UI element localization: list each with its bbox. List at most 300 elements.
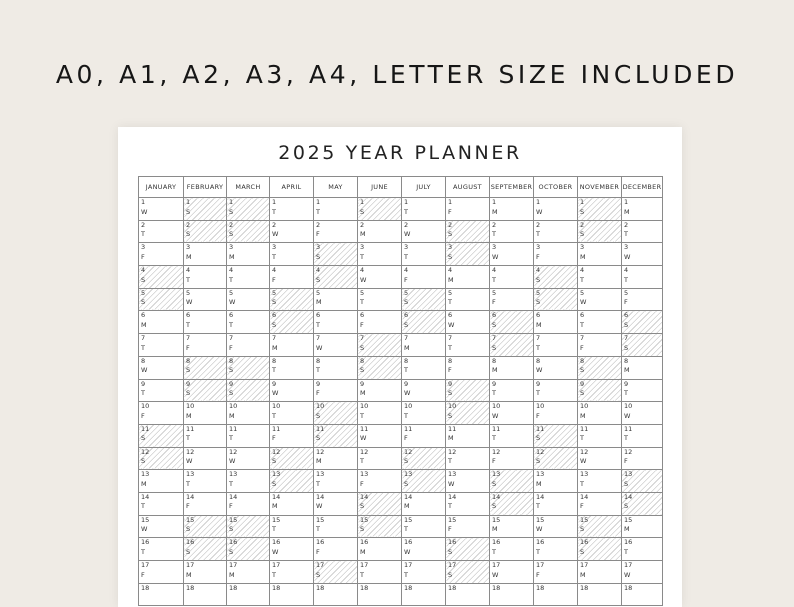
day-cell bbox=[622, 470, 663, 493]
day-cell bbox=[622, 515, 663, 538]
day-number: 8 bbox=[141, 356, 146, 365]
weekday-letter: W bbox=[316, 343, 323, 352]
weekday-letter: M bbox=[141, 320, 147, 329]
day-cell bbox=[358, 561, 402, 584]
day-number: 14 bbox=[360, 492, 369, 501]
day-number: 3 bbox=[272, 243, 277, 252]
day-row bbox=[139, 424, 663, 447]
day-number: 3 bbox=[624, 243, 629, 252]
day-number: 9 bbox=[272, 379, 277, 388]
day-row bbox=[139, 243, 663, 266]
day-number: 4 bbox=[229, 266, 234, 275]
weekday-letter: W bbox=[448, 479, 455, 488]
day-cell bbox=[358, 402, 402, 425]
day-number: 15 bbox=[272, 515, 281, 524]
weekday-letter: T bbox=[272, 570, 276, 579]
day-number: 5 bbox=[141, 288, 146, 297]
day-number: 7 bbox=[229, 334, 234, 343]
day-number: 10 bbox=[624, 402, 633, 411]
month-header: MARCH bbox=[227, 177, 270, 198]
weekday-letter: F bbox=[360, 320, 364, 329]
day-number: 16 bbox=[229, 538, 238, 547]
day-cell bbox=[578, 198, 622, 221]
day-number: 8 bbox=[448, 356, 453, 365]
day-cell bbox=[270, 447, 314, 470]
day-cell bbox=[534, 288, 578, 311]
day-cell bbox=[578, 492, 622, 515]
day-number: 3 bbox=[536, 243, 541, 252]
day-number: 5 bbox=[316, 288, 321, 297]
day-cell bbox=[534, 356, 578, 379]
weekday-letter: T bbox=[536, 502, 540, 511]
day-cell bbox=[446, 266, 490, 289]
day-cell bbox=[402, 492, 446, 515]
day-cell bbox=[314, 288, 358, 311]
day-number: 14 bbox=[229, 492, 238, 501]
weekday-letter: M bbox=[624, 525, 630, 534]
day-cell bbox=[139, 538, 184, 561]
weekday-letter: W bbox=[624, 570, 631, 579]
day-number: 6 bbox=[141, 311, 146, 320]
day-cell bbox=[446, 379, 490, 402]
month-header: AUGUST bbox=[446, 177, 490, 198]
weekday-letter: W bbox=[272, 547, 279, 556]
day-cell bbox=[402, 266, 446, 289]
weekday-letter: T bbox=[272, 252, 276, 261]
day-number: 18 bbox=[624, 583, 633, 592]
weekday-letter: S bbox=[580, 547, 585, 556]
day-cell bbox=[402, 356, 446, 379]
day-cell bbox=[227, 288, 270, 311]
weekday-letter: M bbox=[360, 389, 366, 397]
weekday-letter: S bbox=[316, 570, 321, 579]
day-cell bbox=[534, 311, 578, 334]
day-number: 14 bbox=[448, 492, 457, 501]
weekday-letter: S bbox=[448, 411, 453, 420]
weekday-letter: T bbox=[272, 207, 276, 216]
day-number: 8 bbox=[492, 356, 497, 365]
day-cell bbox=[270, 402, 314, 425]
day-cell bbox=[358, 515, 402, 538]
day-number: 9 bbox=[624, 379, 629, 388]
day-number: 13 bbox=[229, 470, 238, 479]
weekday-letter: T bbox=[141, 230, 145, 239]
day-cell bbox=[184, 198, 227, 221]
weekday-letter: M bbox=[448, 434, 454, 443]
day-number: 12 bbox=[536, 447, 545, 456]
weekday-letter: W bbox=[272, 389, 279, 397]
month-header: JANUARY bbox=[139, 177, 184, 198]
day-number: 18 bbox=[580, 583, 589, 592]
day-cell bbox=[534, 266, 578, 289]
day-number: 14 bbox=[272, 492, 281, 501]
weekday-letter: W bbox=[580, 298, 587, 307]
planner-grid bbox=[138, 176, 663, 606]
day-cell bbox=[490, 243, 534, 266]
month-header: SEPTEMBER bbox=[490, 177, 534, 198]
day-cell bbox=[314, 424, 358, 447]
weekday-letter: M bbox=[360, 547, 366, 556]
day-cell bbox=[446, 334, 490, 357]
day-number: 16 bbox=[580, 538, 589, 547]
day-number: 15 bbox=[360, 515, 369, 524]
weekday-letter: M bbox=[229, 411, 235, 420]
day-number: 8 bbox=[186, 356, 191, 365]
day-cell bbox=[402, 402, 446, 425]
day-number: 16 bbox=[492, 538, 501, 547]
day-number: 12 bbox=[141, 447, 150, 456]
weekday-letter: W bbox=[229, 298, 236, 307]
day-number: 1 bbox=[272, 198, 277, 206]
weekday-letter: T bbox=[316, 320, 320, 329]
day-cell bbox=[578, 515, 622, 538]
weekday-letter: F bbox=[186, 343, 190, 352]
weekday-letter: F bbox=[141, 570, 145, 579]
day-number: 15 bbox=[229, 515, 238, 524]
weekday-letter: W bbox=[360, 275, 367, 284]
day-cell bbox=[139, 424, 184, 447]
weekday-letter: S bbox=[272, 457, 277, 466]
day-number: 10 bbox=[580, 402, 589, 411]
day-number: 3 bbox=[141, 243, 146, 252]
weekday-letter: M bbox=[316, 298, 322, 307]
weekday-letter: W bbox=[404, 389, 411, 397]
day-number: 13 bbox=[492, 470, 501, 479]
day-cell bbox=[227, 334, 270, 357]
day-cell bbox=[139, 447, 184, 470]
weekday-letter: T bbox=[624, 275, 628, 284]
day-cell bbox=[227, 356, 270, 379]
day-number: 4 bbox=[272, 266, 277, 275]
day-cell bbox=[490, 288, 534, 311]
day-number: 14 bbox=[141, 492, 150, 501]
weekday-letter: T bbox=[580, 320, 584, 329]
day-cell bbox=[490, 424, 534, 447]
day-number: 12 bbox=[272, 447, 281, 456]
day-cell bbox=[446, 243, 490, 266]
day-number: 8 bbox=[536, 356, 541, 365]
weekday-letter: T bbox=[141, 389, 145, 397]
day-cell bbox=[139, 470, 184, 493]
weekday-letter: S bbox=[580, 389, 585, 397]
weekday-letter: W bbox=[536, 366, 543, 375]
day-number: 13 bbox=[580, 470, 589, 479]
weekday-letter: T bbox=[316, 479, 320, 488]
day-number: 2 bbox=[624, 220, 629, 229]
day-row bbox=[139, 198, 663, 221]
weekday-letter: S bbox=[141, 275, 146, 284]
day-cell bbox=[534, 243, 578, 266]
day-cell bbox=[270, 243, 314, 266]
weekday-letter: W bbox=[624, 252, 631, 261]
weekday-letter: F bbox=[492, 298, 496, 307]
weekday-letter: S bbox=[536, 457, 541, 466]
weekday-letter: S bbox=[141, 457, 146, 466]
day-number: 16 bbox=[272, 538, 281, 547]
weekday-letter: W bbox=[360, 434, 367, 443]
day-cell bbox=[578, 470, 622, 493]
weekday-letter: S bbox=[316, 275, 321, 284]
day-number: 5 bbox=[272, 288, 277, 297]
day-cell bbox=[270, 492, 314, 515]
day-cell bbox=[358, 311, 402, 334]
weekday-letter: T bbox=[624, 230, 628, 239]
day-number: 10 bbox=[316, 402, 325, 411]
day-number: 11 bbox=[404, 424, 413, 433]
day-number: 5 bbox=[229, 288, 234, 297]
day-number: 17 bbox=[404, 561, 413, 569]
day-number: 4 bbox=[536, 266, 541, 275]
day-cell bbox=[227, 379, 270, 402]
weekday-letter: M bbox=[580, 252, 586, 261]
weekday-letter: W bbox=[229, 457, 236, 466]
day-number: 7 bbox=[404, 334, 409, 343]
day-number: 2 bbox=[404, 220, 409, 229]
weekday-letter: S bbox=[186, 547, 191, 556]
weekday-letter: M bbox=[536, 479, 542, 488]
day-number: 17 bbox=[580, 561, 589, 569]
weekday-letter: M bbox=[186, 570, 192, 579]
day-row bbox=[139, 266, 663, 289]
day-number: 11 bbox=[316, 424, 325, 433]
weekday-letter: F bbox=[580, 343, 584, 352]
day-cell bbox=[314, 470, 358, 493]
weekday-letter: F bbox=[448, 207, 452, 216]
day-number: 6 bbox=[360, 311, 365, 320]
month-header: OCTOBER bbox=[534, 177, 578, 198]
day-number: 11 bbox=[448, 424, 457, 433]
day-cell bbox=[490, 379, 534, 402]
day-number: 16 bbox=[448, 538, 457, 547]
day-number: 3 bbox=[186, 243, 191, 252]
day-number: 4 bbox=[492, 266, 497, 275]
weekday-letter: T bbox=[316, 525, 320, 534]
day-number: 15 bbox=[448, 515, 457, 524]
day-number: 5 bbox=[448, 288, 453, 297]
day-cell bbox=[314, 561, 358, 584]
day-cell bbox=[314, 515, 358, 538]
day-number: 17 bbox=[141, 561, 150, 569]
day-number: 17 bbox=[492, 561, 501, 569]
day-number: 11 bbox=[229, 424, 238, 433]
day-cell bbox=[139, 356, 184, 379]
day-number: 2 bbox=[448, 220, 453, 229]
day-cell bbox=[358, 424, 402, 447]
day-cell bbox=[314, 266, 358, 289]
day-number: 1 bbox=[536, 198, 541, 206]
day-number: 8 bbox=[272, 356, 277, 365]
day-cell bbox=[534, 515, 578, 538]
weekday-letter: T bbox=[448, 457, 452, 466]
day-number: 9 bbox=[448, 379, 453, 388]
weekday-letter: T bbox=[536, 343, 540, 352]
weekday-letter: T bbox=[272, 525, 276, 534]
day-number: 2 bbox=[272, 220, 277, 229]
day-number: 8 bbox=[229, 356, 234, 365]
day-row bbox=[139, 447, 663, 470]
day-number: 1 bbox=[360, 198, 365, 206]
day-cell bbox=[446, 220, 490, 243]
day-number: 8 bbox=[404, 356, 409, 365]
weekday-letter: T bbox=[229, 275, 233, 284]
day-number: 7 bbox=[360, 334, 365, 343]
day-number: 6 bbox=[580, 311, 585, 320]
weekday-letter: S bbox=[186, 366, 191, 375]
day-cell bbox=[184, 561, 227, 584]
day-number: 12 bbox=[624, 447, 633, 456]
weekday-letter: T bbox=[404, 252, 408, 261]
day-number: 18 bbox=[536, 583, 545, 592]
weekday-letter: M bbox=[536, 320, 542, 329]
weekday-letter: T bbox=[448, 502, 452, 511]
day-number: 15 bbox=[624, 515, 633, 524]
day-number: 18 bbox=[229, 583, 238, 592]
weekday-letter: T bbox=[492, 275, 496, 284]
day-number: 5 bbox=[624, 288, 629, 297]
day-cell bbox=[402, 538, 446, 561]
weekday-letter: M bbox=[580, 570, 586, 579]
day-number: 17 bbox=[536, 561, 545, 569]
day-number: 6 bbox=[229, 311, 234, 320]
day-number: 11 bbox=[580, 424, 589, 433]
weekday-letter: S bbox=[186, 207, 191, 216]
day-cell bbox=[622, 334, 663, 357]
day-cell bbox=[402, 447, 446, 470]
weekday-letter: W bbox=[404, 547, 411, 556]
day-cell bbox=[184, 220, 227, 243]
day-number: 10 bbox=[272, 402, 281, 411]
day-cell bbox=[490, 356, 534, 379]
weekday-letter: F bbox=[229, 343, 233, 352]
day-cell bbox=[227, 470, 270, 493]
headline: A0, A1, A2, A3, A4, LETTER SIZE INCLUDED bbox=[55, 60, 739, 89]
day-number: 3 bbox=[404, 243, 409, 252]
day-number: 11 bbox=[492, 424, 501, 433]
day-cell bbox=[490, 515, 534, 538]
weekday-letter: F bbox=[492, 457, 496, 466]
weekday-letter: T bbox=[360, 252, 364, 261]
day-cell bbox=[534, 447, 578, 470]
day-number: 11 bbox=[272, 424, 281, 433]
day-cell bbox=[402, 470, 446, 493]
day-number: 9 bbox=[580, 379, 585, 388]
day-number: 6 bbox=[404, 311, 409, 320]
day-number: 12 bbox=[229, 447, 238, 456]
weekday-letter: T bbox=[360, 457, 364, 466]
day-cell bbox=[622, 198, 663, 221]
planner-sheet bbox=[118, 127, 682, 607]
day-number: 7 bbox=[448, 334, 453, 343]
weekday-letter: S bbox=[360, 207, 365, 216]
day-number: 11 bbox=[360, 424, 369, 433]
day-number: 14 bbox=[404, 492, 413, 501]
day-cell bbox=[270, 356, 314, 379]
weekday-letter: S bbox=[272, 479, 277, 488]
day-cell bbox=[534, 561, 578, 584]
day-cell bbox=[314, 402, 358, 425]
day-number: 7 bbox=[316, 334, 321, 343]
day-number: 1 bbox=[492, 198, 497, 206]
day-number: 12 bbox=[580, 447, 589, 456]
day-cell bbox=[490, 561, 534, 584]
day-number: 9 bbox=[229, 379, 234, 388]
weekday-letter: S bbox=[536, 298, 541, 307]
day-number: 16 bbox=[404, 538, 413, 547]
day-cell bbox=[358, 334, 402, 357]
day-number: 2 bbox=[186, 220, 191, 229]
day-cell bbox=[578, 220, 622, 243]
day-number: 17 bbox=[624, 561, 633, 569]
day-cell bbox=[358, 198, 402, 221]
weekday-letter: T bbox=[404, 525, 408, 534]
day-cell bbox=[358, 288, 402, 311]
weekday-letter: M bbox=[360, 230, 366, 239]
day-number: 2 bbox=[316, 220, 321, 229]
day-cell bbox=[139, 334, 184, 357]
day-number: 5 bbox=[404, 288, 409, 297]
day-number: 2 bbox=[360, 220, 365, 229]
day-cell bbox=[270, 311, 314, 334]
day-number: 16 bbox=[186, 538, 195, 547]
weekday-letter: S bbox=[580, 230, 585, 239]
weekday-letter: F bbox=[316, 230, 320, 239]
day-cell bbox=[446, 470, 490, 493]
weekday-letter: T bbox=[186, 434, 190, 443]
day-number: 2 bbox=[536, 220, 541, 229]
day-cell bbox=[402, 334, 446, 357]
day-cell bbox=[622, 492, 663, 515]
day-number: 6 bbox=[624, 311, 629, 320]
weekday-letter: S bbox=[492, 320, 497, 329]
day-number: 7 bbox=[141, 334, 146, 343]
day-cell bbox=[358, 470, 402, 493]
weekday-letter: F bbox=[580, 502, 584, 511]
day-number: 11 bbox=[141, 424, 150, 433]
weekday-letter: S bbox=[404, 320, 409, 329]
day-cell bbox=[184, 334, 227, 357]
weekday-letter: F bbox=[316, 547, 320, 556]
day-cell bbox=[358, 266, 402, 289]
weekday-letter: T bbox=[229, 479, 233, 488]
weekday-letter: F bbox=[448, 525, 452, 534]
weekday-letter: S bbox=[492, 502, 497, 511]
day-number: 18 bbox=[141, 583, 150, 592]
weekday-letter: T bbox=[229, 320, 233, 329]
day-number: 14 bbox=[492, 492, 501, 501]
day-cell bbox=[184, 515, 227, 538]
day-number: 9 bbox=[186, 379, 191, 388]
day-number: 8 bbox=[316, 356, 321, 365]
day-number: 3 bbox=[448, 243, 453, 252]
day-cell bbox=[314, 334, 358, 357]
day-number: 16 bbox=[141, 538, 150, 547]
day-cell bbox=[139, 243, 184, 266]
weekday-letter: S bbox=[536, 275, 541, 284]
day-number: 15 bbox=[404, 515, 413, 524]
day-cell bbox=[270, 266, 314, 289]
day-number: 1 bbox=[141, 198, 146, 206]
weekday-letter: W bbox=[186, 457, 193, 466]
day-number: 15 bbox=[492, 515, 501, 524]
weekday-letter: S bbox=[141, 434, 146, 443]
day-cell bbox=[314, 243, 358, 266]
day-number: 12 bbox=[360, 447, 369, 456]
day-number: 4 bbox=[404, 266, 409, 275]
month-header: JUNE bbox=[358, 177, 402, 198]
day-cell bbox=[622, 266, 663, 289]
day-number: 5 bbox=[536, 288, 541, 297]
day-cell bbox=[578, 356, 622, 379]
